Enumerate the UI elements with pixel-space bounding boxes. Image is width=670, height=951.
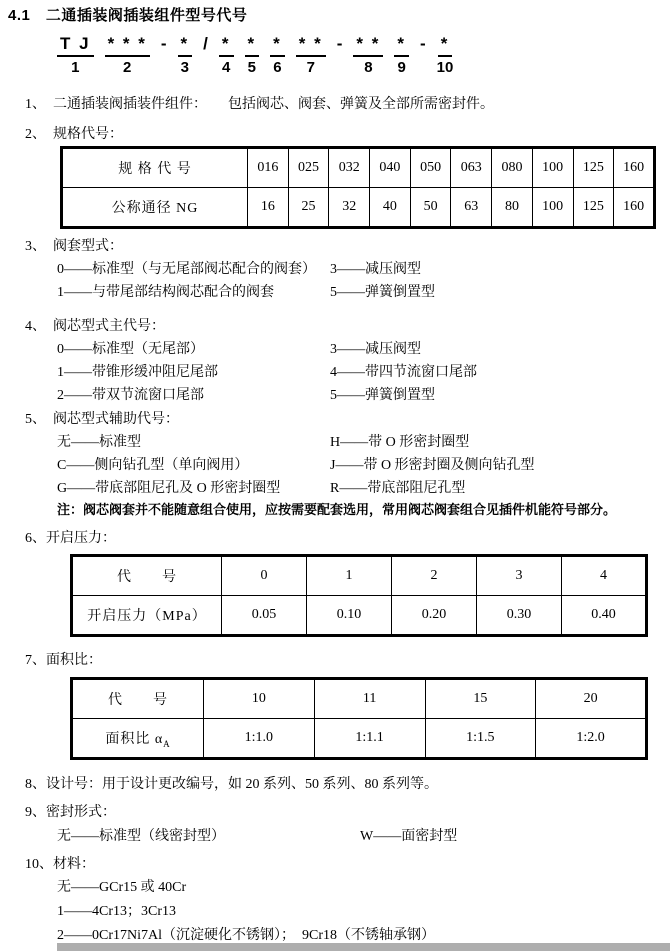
- code-field-number: 8: [364, 59, 373, 76]
- code-field-number: 4: [222, 59, 231, 76]
- item-4-spool-main-code: 4、 阀芯型式主代号：: [25, 319, 165, 334]
- table-cell: 50: [410, 188, 451, 228]
- table-cell: 050: [410, 148, 451, 188]
- option-left: 1——与带尾部结构阀芯配合的阀套: [57, 285, 274, 300]
- material-option: 2——0Cr17Ni7Al（沉淀硬化不锈钢）； 9Cr18（不锈轴承钢）: [57, 928, 435, 943]
- document-page: [0, 6, 670, 951]
- option-left: 0——标准型（与无尾部阀芯配合的阀套）: [57, 262, 316, 277]
- table-cell: 0.20: [392, 596, 477, 636]
- table-cell: 0.30: [477, 596, 562, 636]
- table-cell: 0: [222, 556, 307, 596]
- option-right: 5——弹簧倒置型: [330, 285, 435, 300]
- row-label: 规 格 代 号: [62, 148, 248, 188]
- code-separator: /: [203, 34, 208, 53]
- option-right: R——带底部阻尼孔型: [330, 481, 466, 496]
- table-cell: 125: [573, 188, 614, 228]
- row-label: 开启压力（MPa）: [72, 596, 222, 636]
- table-cell: 100: [532, 148, 573, 188]
- row-label: 代 号: [72, 556, 222, 596]
- code-field-9: [394, 34, 409, 77]
- table-cell: 10: [204, 679, 315, 719]
- code-field-chars: * *: [296, 34, 326, 57]
- option-left: 无——标准型: [57, 435, 141, 450]
- table-cell: 160: [614, 148, 655, 188]
- table-cell: 1:1.1: [314, 719, 425, 759]
- code-field-chars: T J: [57, 34, 94, 57]
- material-options: [57, 876, 670, 948]
- code-field-number: 9: [397, 59, 406, 76]
- option-row: [57, 384, 670, 407]
- table-cell: 20: [536, 679, 647, 719]
- option-row: [57, 361, 670, 384]
- code-field-number: 3: [180, 59, 190, 76]
- code-field-number: 6: [273, 59, 282, 76]
- option-row: [57, 338, 670, 361]
- table-row: [72, 679, 647, 719]
- code-field-4: [219, 34, 234, 77]
- table-cell: 160: [614, 188, 655, 228]
- table-cell: 0.05: [222, 596, 307, 636]
- table-row: [72, 596, 647, 636]
- table-cell: 080: [492, 148, 533, 188]
- code-field-chars: *: [438, 34, 453, 57]
- option-right: 4——带四节流窗口尾部: [330, 365, 477, 380]
- code-field-10: [437, 34, 454, 77]
- table-cell: 025: [288, 148, 329, 188]
- table-cell: 125: [573, 148, 614, 188]
- option-left: 2——带双节流窗口尾部: [57, 388, 204, 403]
- item-8-design-number: 8、设计号：用于设计更改编号，如 20 系列、50 系列、80 系列等。: [25, 777, 438, 792]
- item-6-opening-pressure: 6、开启压力：: [25, 531, 116, 546]
- table-cell: 032: [329, 148, 370, 188]
- option-left: 无——标准型（线密封型）: [57, 829, 225, 844]
- code-field-2: [105, 34, 150, 77]
- sleeve-type-options: [57, 258, 670, 304]
- table-cell: 0.10: [307, 596, 392, 636]
- option-right: W——面密封型: [360, 829, 458, 844]
- code-field-number: 2: [123, 59, 132, 76]
- table-cell: 063: [451, 148, 492, 188]
- option-row: [57, 454, 670, 477]
- material-option: 1——4Cr13；3Cr13: [57, 904, 176, 919]
- option-left: 1——带锥形缓冲阻尼尾部: [57, 365, 218, 380]
- spec-code-table: [60, 146, 656, 229]
- option-row: [57, 258, 670, 281]
- option-row: [57, 825, 670, 848]
- code-field-chars: *: [245, 34, 260, 57]
- code-field-number: 7: [306, 59, 315, 76]
- option-row: [57, 281, 670, 304]
- code-field-8: [353, 34, 383, 77]
- item-3-sleeve-type: 3、 阀套型式：: [25, 239, 123, 254]
- table-cell: 63: [451, 188, 492, 228]
- table-cell: 016: [248, 148, 289, 188]
- item-9-seal-form: 9、密封形式：: [25, 805, 116, 820]
- code-field-chars: *: [219, 34, 234, 57]
- option-left: C——侧向钻孔型（单向阀用）: [57, 458, 249, 473]
- item-1-cartridge-assembly: 1、 二通插装阀插装件组件： 包括阀芯、阀套、弹簧及全部所需密封件。: [25, 97, 494, 112]
- opening-pressure-table: [70, 554, 648, 637]
- code-separator: -: [420, 34, 426, 53]
- table-row: [72, 719, 647, 759]
- seal-form-options: [57, 825, 670, 848]
- row-label: 面积比 $\alpha_A$: [72, 719, 204, 759]
- code-field-5: [245, 34, 260, 77]
- code-field-7: [296, 34, 326, 77]
- material-option: 无——GCr15 或 40Cr: [57, 880, 187, 895]
- item-2-spec-code: 2、 规格代号：: [25, 127, 123, 142]
- item-10-material: 10、材料：: [25, 857, 95, 872]
- code-separator: -: [160, 34, 167, 53]
- table-cell: 040: [370, 148, 411, 188]
- option-right: H——带 O 形密封圈型: [330, 435, 470, 450]
- table-cell: 25: [288, 188, 329, 228]
- code-field-chars: *: [394, 34, 409, 57]
- option-left: G——带底部阻尼孔及 O 形密封圈型: [57, 481, 281, 496]
- option-right: 3——减压阀型: [330, 262, 421, 277]
- table-cell: 1:2.0: [536, 719, 647, 759]
- item-5-spool-aux-code: 5、 阀芯型式辅助代号：: [25, 412, 179, 427]
- cut-off-next-element-edge: [57, 943, 670, 951]
- option-row: [57, 431, 670, 454]
- code-separator: -: [336, 34, 343, 53]
- table-row: [72, 556, 647, 596]
- table-cell: 40: [370, 188, 411, 228]
- table-cell: 100: [532, 188, 573, 228]
- table-cell: 1: [307, 556, 392, 596]
- subscript: A: [163, 738, 171, 749]
- option-row: [57, 477, 670, 500]
- code-field-chars: *: [270, 34, 285, 57]
- table-row: [62, 188, 655, 228]
- table-cell: 3: [477, 556, 562, 596]
- code-field-chars: *: [178, 34, 193, 57]
- code-field-chars: * * *: [105, 34, 150, 57]
- code-field-chars: * *: [353, 34, 383, 57]
- table-cell: 16: [248, 188, 289, 228]
- code-field-number: 5: [247, 59, 256, 76]
- spool-aux-options: [57, 431, 670, 500]
- option-right: J——带 O 形密封圈及侧向钻孔型: [330, 458, 535, 473]
- table-cell: 4: [562, 556, 647, 596]
- table-row: [62, 148, 655, 188]
- code-field-number: 1: [71, 59, 80, 76]
- code-field-1: [57, 34, 94, 77]
- item-7-area-ratio: 7、面积比：: [25, 653, 102, 668]
- option-left: 0——标准型（无尾部）: [57, 342, 204, 357]
- page-title: 4.1 二通插装阀插装组件型号代号: [8, 7, 248, 24]
- table-cell: 0.40: [562, 596, 647, 636]
- code-field-6: [270, 34, 285, 77]
- option-right: 3——减压阀型: [330, 342, 421, 357]
- table-cell: 1:1.0: [204, 719, 315, 759]
- row-label: 代 号: [72, 679, 204, 719]
- option-right: 5——弹簧倒置型: [330, 388, 435, 403]
- table-cell: 80: [492, 188, 533, 228]
- combination-note: 注：阀芯阀套并不能随意组合使用，应按需要配套选用，常用阀芯阀套组合见插件机能符号部分。: [57, 502, 617, 517]
- table-cell: 15: [425, 679, 536, 719]
- code-field-number: 10: [436, 59, 454, 76]
- row-label: 公称通径 NG: [62, 188, 248, 228]
- model-code-diagram: [57, 34, 670, 77]
- table-cell: 1:1.5: [425, 719, 536, 759]
- table-cell: 2: [392, 556, 477, 596]
- code-field-3: [178, 34, 193, 77]
- table-cell: 32: [329, 188, 370, 228]
- area-ratio-table: [70, 677, 648, 760]
- table-cell: 11: [314, 679, 425, 719]
- spool-main-options: [57, 338, 670, 407]
